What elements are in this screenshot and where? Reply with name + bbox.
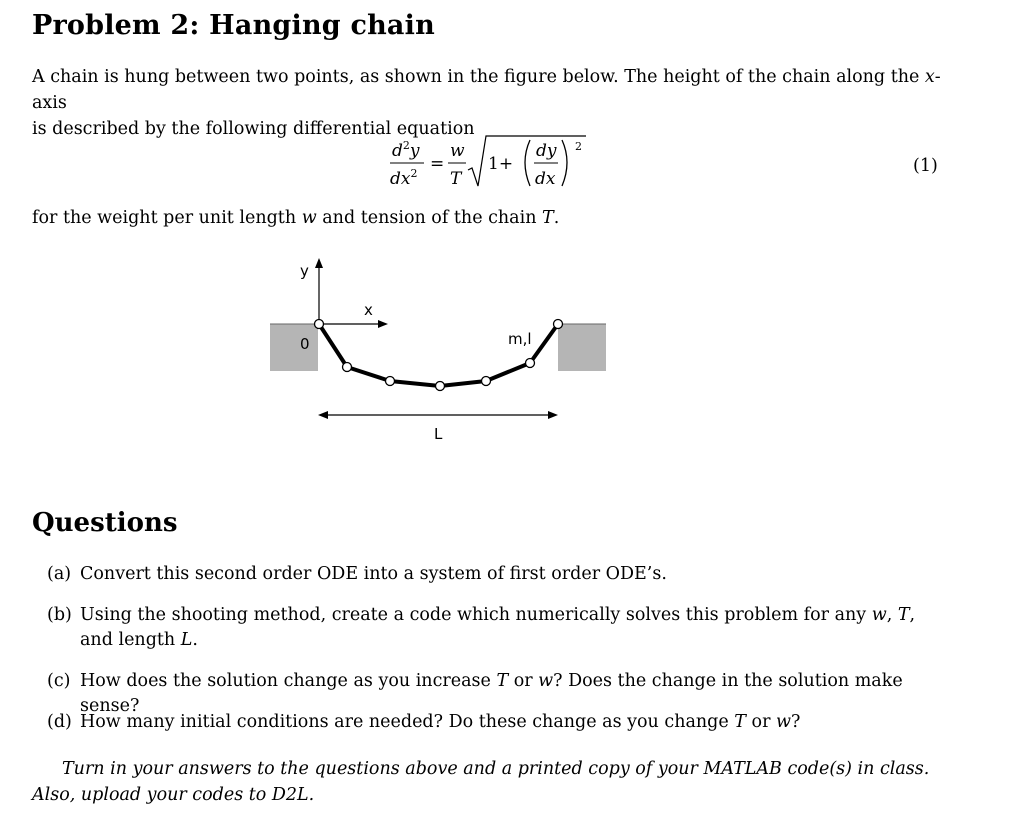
left-support (270, 324, 318, 371)
eq-lhs-numerator: $d^2y$ (392, 139, 420, 161)
chain-node (343, 363, 352, 372)
eq-left-paren (525, 140, 530, 186)
span-arrow-left-head (318, 411, 328, 419)
y-axis-arrowhead (315, 258, 323, 268)
intro-line-1: A chain is hung between two points, as shown in the figure below. The height of the chain along the x-axis (32, 67, 941, 113)
closing-instructions: Turn in your answers to the questions above and a printed copy of your MATLAB code(s) in class. Also, upload your codes to D2L. (32, 759, 930, 805)
eq-right-paren (562, 140, 567, 186)
question-label: (d) (47, 712, 72, 732)
eq-power: 2 (575, 140, 582, 153)
chain-node (482, 377, 491, 386)
eq-inner-denominator: dx (535, 169, 556, 189)
chain-node (526, 359, 535, 368)
x-axis-arrowhead (378, 320, 388, 328)
after-equation-text: for the weight per unit length w and tension of the chain T. (32, 208, 560, 228)
question-text: How many initial conditions are needed? Do these change as you change T or w? (80, 712, 801, 732)
eq-one-plus: 1+ (488, 154, 514, 174)
hanging-chain-figure (262, 248, 622, 453)
equation-1 (380, 128, 640, 200)
question-label: (b) (47, 605, 72, 625)
eq-coef-denominator: T (450, 169, 462, 189)
x-axis-label: x (364, 301, 373, 319)
eq-equals: = (430, 154, 445, 174)
intro-line-2: is described by the following differential equation (32, 119, 475, 139)
chain-node (554, 320, 563, 329)
chain-node (436, 382, 445, 391)
eq-coef-numerator: w (450, 141, 465, 161)
chain-node (315, 320, 324, 329)
segment-label: m,l (508, 330, 532, 348)
span-arrow-right-head (548, 411, 558, 419)
right-support (558, 324, 606, 371)
question-text: How does the solution change as you increase T or w? Does the change in the solution make sense? (80, 671, 903, 716)
questions-heading: Questions (32, 508, 178, 538)
question-text: Using the shooting method, create a code which numerically solves this problem for any w, T, and length L. (80, 605, 916, 650)
y-axis-label: y (300, 262, 309, 280)
eq-lhs-denominator: $dx^2$ (390, 167, 418, 189)
chain-node (386, 377, 395, 386)
page-title: Problem 2: Hanging chain (32, 10, 435, 41)
question-text: Convert this second order ODE into a system of first order ODE’s. (80, 564, 667, 584)
question-label: (c) (47, 671, 71, 691)
eq-inner-numerator: dy (536, 141, 557, 161)
question-label: (a) (47, 564, 72, 584)
origin-label: 0 (300, 335, 310, 353)
span-label: L (434, 425, 443, 443)
equation-number: (1) (913, 156, 938, 176)
